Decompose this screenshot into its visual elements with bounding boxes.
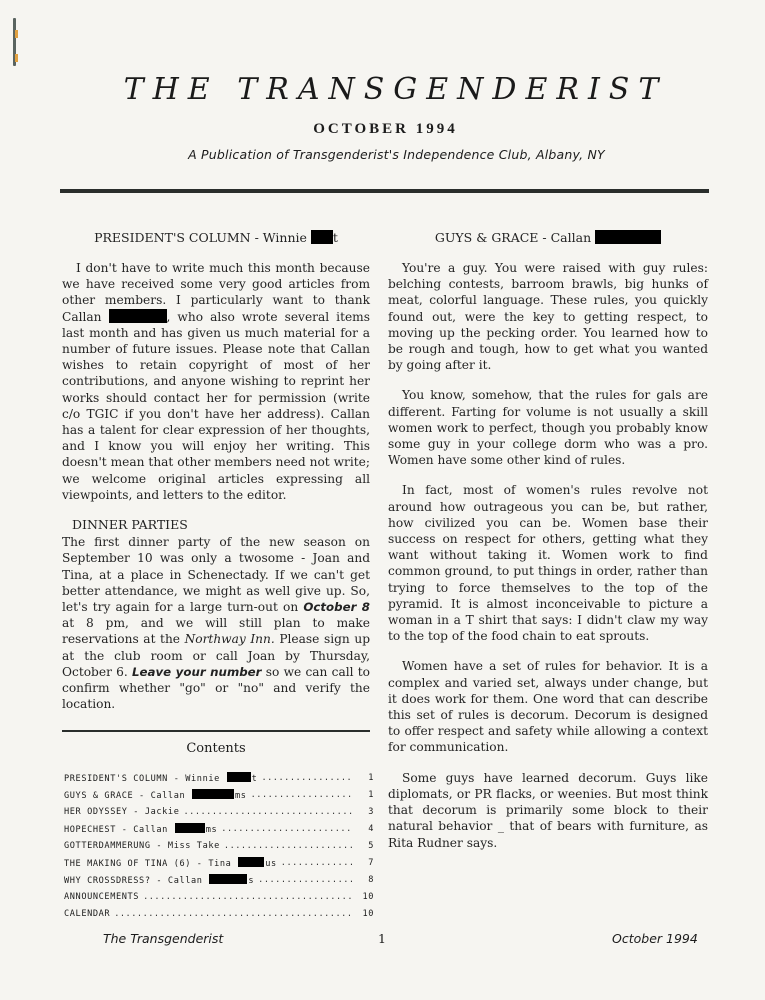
article-paragraph: You know, somehow, that the rules for gals are different. Farting for volume is not usually a skill women work to perfect, though you probably know some guy in your college dorm who was a pro. Women have some other kind of rules. (388, 388, 708, 468)
toc-page-number: 5 (368, 841, 374, 851)
contents-divider (62, 730, 370, 732)
dot-leader (261, 773, 352, 783)
toc-entry-label: CALENDAR (64, 908, 111, 919)
redaction-bar (209, 874, 247, 884)
toc-row (64, 787, 374, 804)
dot-leader (143, 892, 352, 902)
article-paragraph: You're a guy. You were raised with guy rules: belching contests, barroom brawls, big hunks of meat, colorful language. These rules, you quickly found out, were the key to getting respect, to moving up the pecking order. You learned how to be rough and tough, how to get what you wanted by going after it. (388, 261, 708, 373)
dot-leader (183, 807, 352, 817)
toc-row (64, 871, 374, 888)
toc-row (64, 854, 374, 871)
toc-row (64, 770, 374, 787)
toc-row (64, 804, 374, 821)
dot-leader (221, 824, 352, 834)
dot-leader (281, 858, 352, 868)
toc-row (64, 838, 374, 855)
publication-subtitle: A Publication of Transgenderist's Independence Club, Albany, NY (188, 147, 605, 162)
left-column (62, 230, 370, 712)
emphasized-date: October 8 (303, 600, 370, 615)
paragraph-text: The first dinner party of the new season on September 10 was only a twosome - Joan and Tina, at a place in Schenectady. If we can't get better attendance, we might as well give up. So, let's try again for a large turn-out on (62, 535, 370, 615)
presidents-column-paragraph (62, 260, 370, 503)
redaction-bar (109, 309, 167, 323)
toc-page-number: 8 (368, 874, 374, 885)
paragraph-text: so we can call to confirm whether "go" or "no" and verify the location. (62, 664, 371, 712)
heading-text: PRESIDENT'S COLUMN - Winnie (94, 230, 311, 245)
footer-issue-date: October 1994 (612, 931, 698, 946)
toc-page-number: 7 (368, 857, 374, 868)
toc-entry-label: THE MAKING OF TINA (6) - Tina us (64, 858, 277, 869)
newsletter-title: THE TRANSGENDERIST (123, 72, 668, 107)
binder-clip-mark (13, 18, 16, 66)
dot-leader (114, 909, 352, 919)
toc-entry-label: PRESIDENT'S COLUMN - Winnie t (64, 774, 258, 785)
article-paragraph: Some guys have learned decorum. Guys like diplomats, or PR flacks, or weenies. But most think that decorum is primarily some block to their natural behavior _ that of bears with furniture, as Rita Rudner says. (388, 770, 708, 850)
dot-leader (224, 841, 352, 851)
redaction-bar (595, 230, 661, 244)
right-column (388, 230, 708, 851)
paragraph-text: , who also wrote several items last month and has given us much material for a number of future issues. Please note that Callan wishes to retain copyright of most of her contributions, and anyone wishing to reprint her works should contact her for permission (write c/o TGIC if you don't have her address). Callan has a talent for clear expression of her thoughts, and I know you will enjoy her writing. This doesn't mean that other members need not write; we welcome original articles expressing all viewpoints, and letters to the editor. (62, 309, 370, 502)
toc-entry-label: HER ODYSSEY - Jackie (64, 807, 180, 818)
toc-page-number: 1 (368, 790, 374, 801)
issue-date: OCTOBER 1994 (313, 121, 458, 137)
venue-name: Northway Inn. (184, 632, 275, 647)
toc-page-number: 1 (368, 773, 374, 784)
contents-title: Contents (186, 741, 246, 756)
toc-page-number: 10 (362, 891, 374, 902)
article-paragraph: In fact, most of women's rules revolve not around how outrageous you can be, but rather, how civilized you can be. Women base their success on respect for others, getting what they want without taking it. Women work to find common ground, to put things in order, rather than trying to force themselves to the top of the pyramid. It is almost inconceivable to picture a woman in a T shirt that says: I didn't claw my way to the top of the food chain to eat sprouts. (388, 483, 708, 644)
toc-entry-label: GOTTERDAMMERUNG - Miss Take (64, 841, 220, 851)
toc-entry-label: WHY CROSSDRESS? - Callan s (64, 875, 255, 886)
redaction-bar (227, 772, 251, 782)
toc-page-number: 4 (368, 824, 374, 835)
footer-page-number: 1 (378, 931, 386, 946)
footer-publication-name: The Transgenderist (103, 931, 224, 946)
dinner-parties-heading: DINNER PARTIES (72, 517, 188, 533)
redaction-bar (238, 857, 264, 867)
dot-leader (251, 790, 352, 800)
paragraph-text: at 8 pm, and we will still plan to make reservations at the (62, 616, 370, 647)
toc-entry-label: HOPECHEST - Callan ms (64, 825, 218, 836)
heading-suffix: t (332, 230, 338, 245)
article-paragraph: Women have a set of rules for behavior. It is a complex and varied set, always under change, but it does work for them. One word that can describe this set of rules is decorum. Decorum is designed to offer respect and safety while allowing a context for communication. (388, 659, 708, 755)
emphasized-instruction: Leave your number (132, 664, 262, 679)
table-of-contents (64, 770, 374, 922)
guys-and-grace-heading (388, 230, 708, 246)
presidents-column-heading (62, 230, 370, 246)
redaction-bar (192, 789, 234, 799)
toc-row (64, 888, 374, 905)
masthead (0, 72, 765, 162)
toc-row (64, 821, 374, 838)
masthead-divider (60, 189, 709, 193)
toc-row (64, 905, 374, 922)
redaction-bar (311, 230, 333, 244)
toc-page-number: 10 (362, 908, 374, 919)
dinner-parties-paragraph (62, 534, 370, 712)
paragraph-text: Please sign up at the club room or call Joan by Thursday, October 6. (62, 632, 371, 679)
heading-text: GUYS & GRACE - Callan (434, 230, 596, 245)
dot-leader (258, 875, 352, 885)
toc-entry-label: GUYS & GRACE - Callan ms (64, 791, 247, 802)
toc-entry-label: ANNOUNCEMENTS (64, 891, 140, 902)
paragraph-text: I don't have to write much this month because we have received some very good articles from other members. I particularly want to thank Callan (62, 261, 370, 324)
toc-page-number: 3 (368, 807, 374, 818)
redaction-bar (175, 823, 205, 833)
